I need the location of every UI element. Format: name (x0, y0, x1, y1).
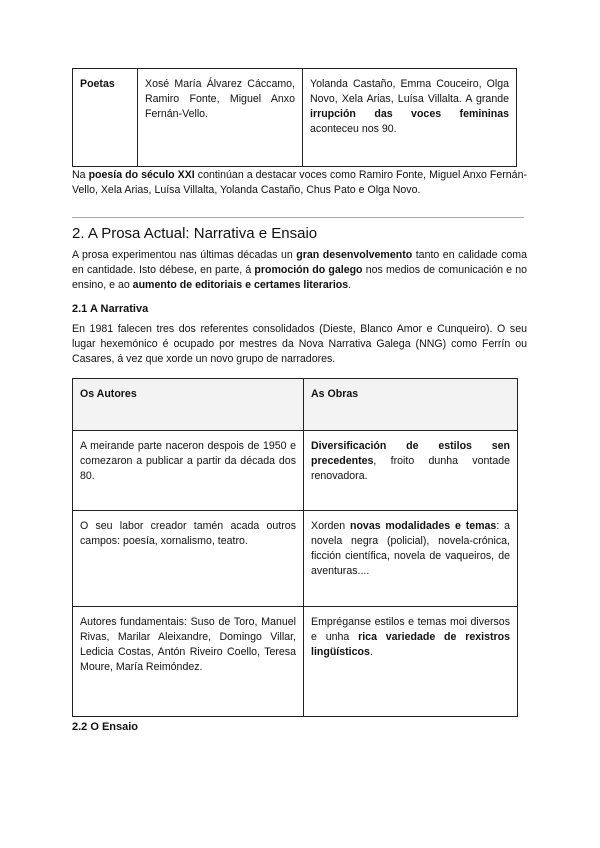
section-2-heading: 2. A Prosa Actual: Narrativa e Ensaio (72, 225, 318, 242)
row2-authors: O seu labor creador tamén acada outros campos: poesía, xornalismo, teatro. (73, 511, 304, 607)
row2-works: Xorden novas modalidades e temas: a novela negra (policial), novela-crónica, ficción científica, novela de vaqueiros, de aventuras.... (304, 511, 518, 607)
row1-works: Diversificación de estilos sen precedentes, froito dunha vontade renovadora. (304, 431, 518, 511)
row3-authors: Autores fundamentais: Suso de Toro, Manuel Rivas, Marilar Aleixandre, Domingo Villar, Ledicia Costas, Antón Riveiro Coello, Teresa Moure, María Reimóndez. (73, 607, 304, 717)
row1-authors: A meirande parte naceron despois de 1950 e comezaron a publicar a partir da década dos 80. (73, 431, 304, 511)
poets-table (72, 68, 517, 167)
poets-label-cell: Poetas (73, 69, 138, 167)
poets-col2-cell: Yolanda Castaño, Emma Couceiro, Olga Novo, Xela Arias, Luísa Villalta. A grande irrupción das voces femininas aconteceu nos 90. (303, 69, 517, 167)
row3-works: Empréganse estilos e temas moi diversos e unha rica variedade de rexistros lingüísticos. (304, 607, 518, 717)
section-2-1-paragraph: En 1981 falecen tres dos referentes consolidados (Dieste, Blanco Amor e Cunqueiro). O seu lugar hexemónico é ocupado por mestres da Nova Narrativa Galega (NNG) como Ferrín ou Casares, á vez que xorde un novo grupo de narradores. (72, 323, 527, 365)
section-2-1-heading: 2.1 A Narrativa (72, 303, 149, 315)
section-2-2-heading: 2.2 O Ensaio (72, 721, 139, 733)
section-divider (72, 217, 524, 218)
header-authors: Os Autores (73, 379, 304, 431)
section-2-paragraph: A prosa experimentou nas últimas décadas un gran desenvolvemento tanto en calidade coma en cantidade. Isto débese, en parte, á promoción do galego nos medios de comunicación e no ensino, e ao aumento de editoriais e certames literarios. (72, 249, 527, 291)
poets-col1-cell: Xosé María Álvarez Cáccamo, Ramiro Fonte, Miguel Anxo Fernán-Vello. (138, 69, 303, 167)
header-works: As Obras (304, 379, 518, 431)
intro-paragraph: Na poesía do século XXI continúan a destacar voces como Ramiro Fonte, Miguel Anxo Fernán-Vello, Xela Arias, Luísa Villalta, Yolanda Castaño, Chus Pato e Olga Novo. (72, 169, 527, 196)
narrative-table (72, 378, 518, 717)
